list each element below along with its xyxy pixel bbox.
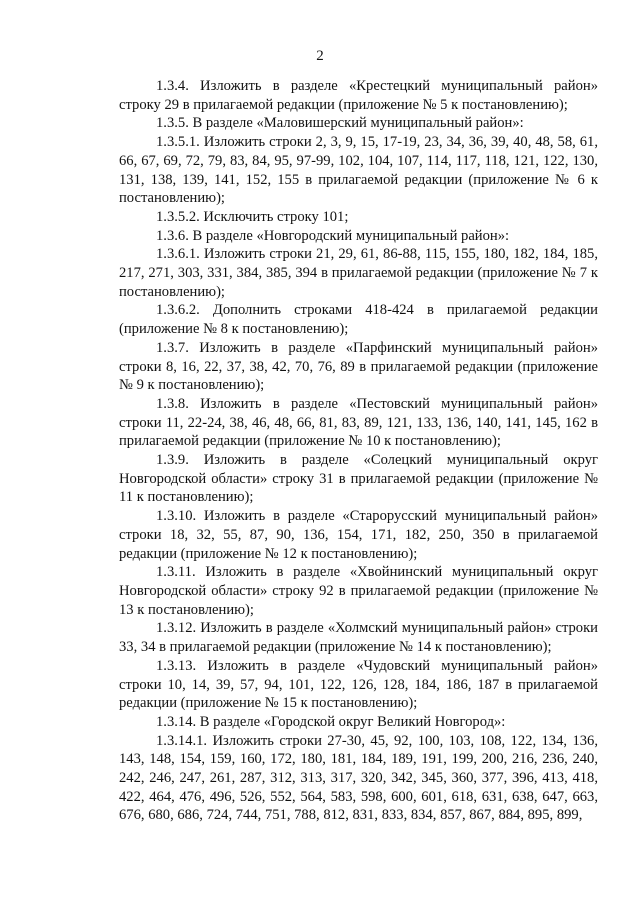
paragraph-1-3-6-1: 1.3.6.1. Изложить строки 21, 29, 61, 86-88, 115, 155, 180, 182, 184, 185, 217, 271, 303, 331, 384, 385, 394 в прилагаемой редакции (приложение № 7 к постановлению); [119,246,598,300]
paragraph-1-3-6: 1.3.6. В разделе «Новгородский муниципальный район»: [156,227,510,244]
paragraph-1-3-10: 1.3.10. Изложить в разделе «Старорусский муниципальный район» строки 18, 32, 55, 87, 90, 136, 154, 171, 182, 250, 350 в прилагаемой редакции (приложение № 12 к постановлению); [119,508,598,562]
paragraph-1-3-6-2: 1.3.6.2. Дополнить строками 418-424 в прилагаемой редакции (приложение № 8 к постановлению); [119,302,598,338]
paragraph-1-3-8: 1.3.8. Изложить в разделе «Пестовский муниципальный район» строки 11, 22-24, 38, 46, 48, 66, 81, 83, 89, 121, 133, 136, 140, 141, 145, 162 в прилагаемой редакции (приложение № 10 к постановлению); [119,395,598,450]
paragraph-1-3-11: 1.3.11. Изложить в разделе «Хвойнинский муниципальный округ Новгородской области» строку 92 в прилагаемой редакции (приложение № 13 к постановлению); [119,564,598,618]
paragraph-1-3-14-1: 1.3.14.1. Изложить строки 27-30, 45, 92, 100, 103, 108, 122, 134, 136, 143, 148, 154, 159, 160, 172, 180, 181, 184, 189, 191, 199, 200, 216, 236, 240, 242, 246, 247, 261, 287, 312, 313, 317, 320, 342, 345, 360, 377, 396, 413, 418, 422, 464, 476, 496, 526, 552, 564, 583, 598, 600, 601, 618, 631, 638, 647, 663, 676, 680, 686, 724, 744, 751, 788, 812, 831, 833, 834, 857, 867, 884, 895, 899, [119,732,598,824]
paragraph-1-3-5: 1.3.5. В разделе «Маловишерский муниципальный район»: [156,115,524,132]
paragraph-1-3-12: 1.3.12. Изложить в разделе «Холмский муниципальный район» строки 33, 34 в прилагаемой редакции (приложение № 14 к постановлению); [119,620,598,656]
paragraph-1-3-9: 1.3.9. Изложить в разделе «Солецкий муниципальный округ Новгородской области» строку 31 в прилагаемой редакции (приложение № 11 к постановлению); [119,452,598,506]
document-body [119,77,598,825]
paragraph-1-3-7: 1.3.7. Изложить в разделе «Парфинский муниципальный район» строки 8, 16, 22, 37, 38, 42, 70, 76, 89 в прилагаемой редакции (приложение № 9 к постановлению); [119,339,598,394]
paragraph-1-3-4: 1.3.4. Изложить в разделе «Крестецкий муниципальный район» строку 29 в прилагаемой редакции (приложение № 5 к постановлению); [119,78,598,113]
paragraph-1-3-13: 1.3.13. Изложить в разделе «Чудовский муниципальный район» строки 10, 14, 39, 57, 94, 101, 122, 126, 128, 184, 186, 187 в прилагаемой редакции (приложение № 15 к постановлению); [119,657,598,712]
paragraph-1-3-5-1: 1.3.5.1. Изложить строки 2, 3, 9, 15, 17-19, 23, 34, 36, 39, 40, 48, 58, 61, 66, 67, 69, 72, 79, 83, 84, 95, 97-99, 102, 104, 107, 114, 117, 118, 121, 122, 130, 131, 138, 139, 141, 152, 155 в прилагаемой редакции (приложение № 6 к постановлению); [119,134,598,207]
paragraph-1-3-5-2: 1.3.5.2. Исключить строку 101; [156,208,349,225]
page-number: 2 [316,48,324,64]
paragraph-1-3-14: 1.3.14. В разделе «Городской округ Великий Новгород»: [156,713,506,730]
